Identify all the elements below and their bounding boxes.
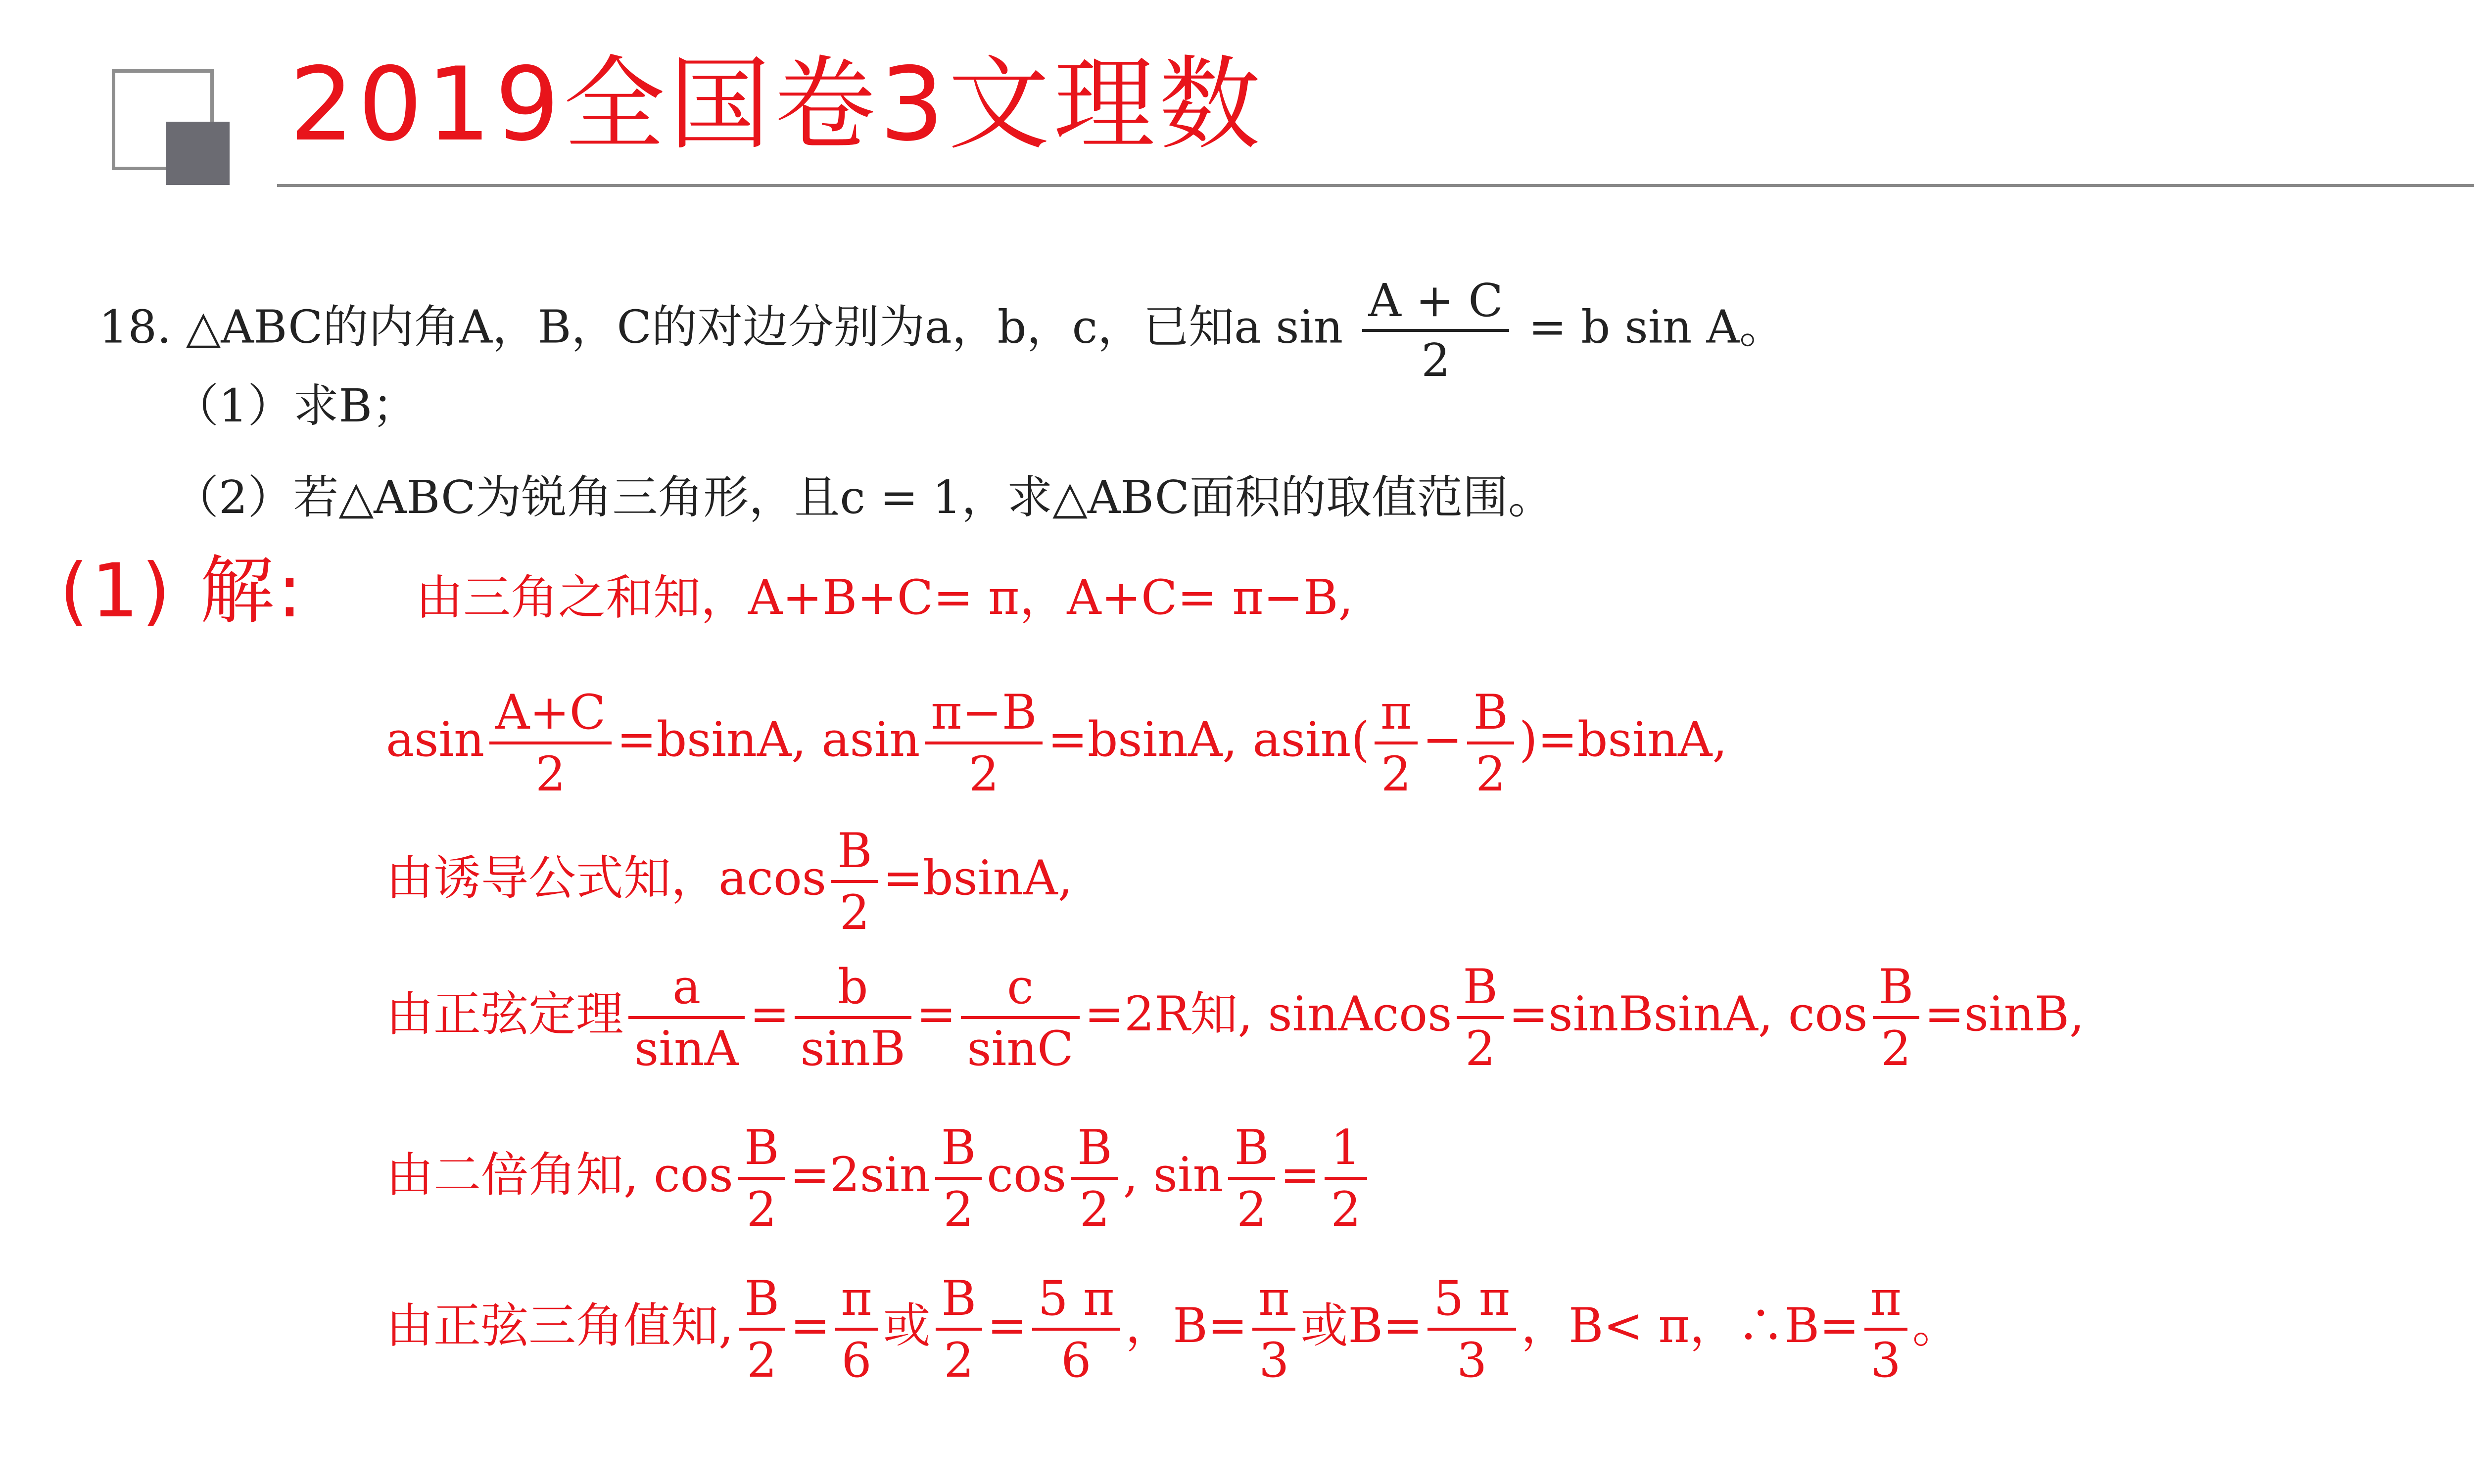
stem-fraction-numerator: A + C: [1362, 277, 1509, 332]
numerator: b: [795, 962, 911, 1019]
fraction: [1325, 1120, 1367, 1237]
numerator: π: [835, 1274, 878, 1331]
math-text: 。: [1912, 1298, 1960, 1353]
numerator: B: [1873, 962, 1920, 1019]
fraction: [1467, 685, 1514, 802]
fraction: [1864, 1271, 1907, 1388]
denominator: 3: [1259, 1332, 1289, 1388]
fraction: [835, 1271, 878, 1388]
numerator: π: [1375, 688, 1418, 744]
page-title: 2019全国卷3文理数: [289, 46, 1265, 164]
fraction: [1228, 1120, 1275, 1237]
fraction: [739, 1271, 786, 1388]
fraction: [1032, 1271, 1121, 1388]
numerator: π−B: [925, 688, 1043, 744]
fraction: [831, 823, 878, 940]
numerator: B: [935, 1123, 982, 1180]
fraction: [1457, 959, 1504, 1076]
fraction: [1873, 959, 1920, 1076]
math-text: 由正弦三角值知,: [386, 1298, 734, 1353]
numerator: a: [628, 962, 745, 1019]
question-number: 18.: [99, 300, 172, 354]
solution-line-6: [386, 1271, 1960, 1388]
stem-fraction-denominator: 2: [1421, 333, 1450, 387]
math-text: 由二倍角知, cos: [386, 1147, 733, 1203]
fraction: [628, 959, 745, 1076]
fraction: [961, 959, 1079, 1076]
math-text: =bsinA, asin(: [1047, 711, 1370, 767]
math-text: =: [1280, 1147, 1320, 1203]
denominator: 2: [535, 746, 566, 802]
math-text: =2sin: [790, 1147, 930, 1203]
solution-line-5: [386, 1120, 1372, 1237]
numerator: c: [961, 962, 1079, 1019]
numerator: B: [831, 826, 878, 883]
math-text: =: [916, 986, 956, 1042]
denominator: 2: [968, 746, 999, 802]
numerator: π: [1252, 1274, 1295, 1331]
math-text: cos: [987, 1147, 1067, 1203]
numerator: B: [1457, 962, 1504, 1019]
denominator: 2: [1881, 1020, 1911, 1076]
math-text: ，B=: [1125, 1298, 1248, 1353]
stem-fraction: [1362, 274, 1509, 387]
math-text: asin: [386, 711, 485, 767]
numerator: B: [1071, 1123, 1118, 1180]
denominator: 2: [1475, 746, 1506, 802]
math-text: 或B=: [1300, 1298, 1423, 1353]
math-text: 或: [883, 1298, 931, 1353]
math-text: =: [790, 1298, 830, 1353]
numerator: B: [1228, 1123, 1275, 1180]
math-text: 由诱导公式知，acos: [386, 850, 827, 906]
denominator: sinB: [800, 1020, 905, 1076]
math-text: )=bsinA,: [1519, 711, 1727, 767]
denominator: 2: [747, 1332, 777, 1388]
question-stem-text: △ABC的内角A，B，C的对边分别为a，b，c，已知a sin: [186, 300, 1343, 354]
math-text: =bsinA, asin: [617, 711, 920, 767]
numerator: B: [936, 1274, 983, 1331]
numerator: A+C: [489, 688, 612, 744]
solution-line-3: [386, 823, 1073, 940]
denominator: 2: [1380, 746, 1412, 802]
math-text: =: [750, 986, 790, 1042]
fraction: [935, 1120, 982, 1237]
denominator: 6: [1061, 1332, 1092, 1388]
numerator: π: [1864, 1274, 1907, 1331]
fraction: [489, 685, 612, 802]
solution-line-1: 由三角之和知，A+B+C= π，A+C= π−B,: [416, 570, 1354, 625]
fraction: [936, 1271, 983, 1388]
solution-heading: (1) 解:: [59, 548, 305, 634]
math-text: ，B< π，∴B=: [1521, 1298, 1859, 1353]
question-part-2: （2）若△ABC为锐角三角形，且c = 1，求△ABC面积的取值范围。: [173, 471, 1554, 524]
math-text: =2R知, sinAcos: [1084, 986, 1452, 1042]
solution-line-2: [386, 685, 1727, 802]
fraction: [925, 685, 1043, 802]
denominator: 6: [841, 1332, 872, 1388]
denominator: 2: [944, 1332, 974, 1388]
numerator: 5 π: [1032, 1274, 1121, 1331]
question-part-1: （1）求B；: [173, 379, 418, 432]
fraction: [1252, 1271, 1295, 1388]
numerator: B: [738, 1123, 785, 1180]
denominator: 2: [1465, 1020, 1496, 1076]
math-text: , sin: [1123, 1147, 1224, 1203]
math-text: =sinB,: [1924, 986, 2085, 1042]
numerator: 1: [1325, 1123, 1367, 1180]
denominator: 2: [1237, 1181, 1267, 1237]
fraction: [1375, 685, 1418, 802]
question-stem-tail: = b sin A。: [1528, 300, 1785, 354]
denominator: 2: [839, 884, 870, 940]
fraction: [1427, 1271, 1516, 1388]
fraction: [738, 1120, 785, 1237]
math-text: 由正弦定理: [386, 986, 623, 1042]
denominator: 2: [746, 1181, 777, 1237]
math-text: =: [987, 1298, 1027, 1353]
numerator: 5 π: [1427, 1274, 1516, 1331]
denominator: 3: [1457, 1332, 1487, 1388]
denominator: 3: [1870, 1332, 1901, 1388]
math-text: −: [1423, 711, 1463, 767]
math-text: =bsinA,: [883, 850, 1073, 906]
denominator: 2: [1079, 1181, 1110, 1237]
solution-line-4: [386, 959, 2085, 1076]
question-stem: [99, 274, 1785, 387]
denominator: 2: [943, 1181, 974, 1237]
math-text: =sinBsinA, cos: [1508, 986, 1868, 1042]
logo-square-filled: [166, 122, 230, 185]
numerator: B: [739, 1274, 786, 1331]
denominator: 2: [1331, 1181, 1361, 1237]
denominator: sinA: [634, 1020, 739, 1076]
numerator: B: [1467, 688, 1514, 744]
title-divider: [277, 184, 2474, 187]
denominator: sinC: [967, 1020, 1074, 1076]
fraction: [795, 959, 911, 1076]
fraction: [1071, 1120, 1118, 1237]
